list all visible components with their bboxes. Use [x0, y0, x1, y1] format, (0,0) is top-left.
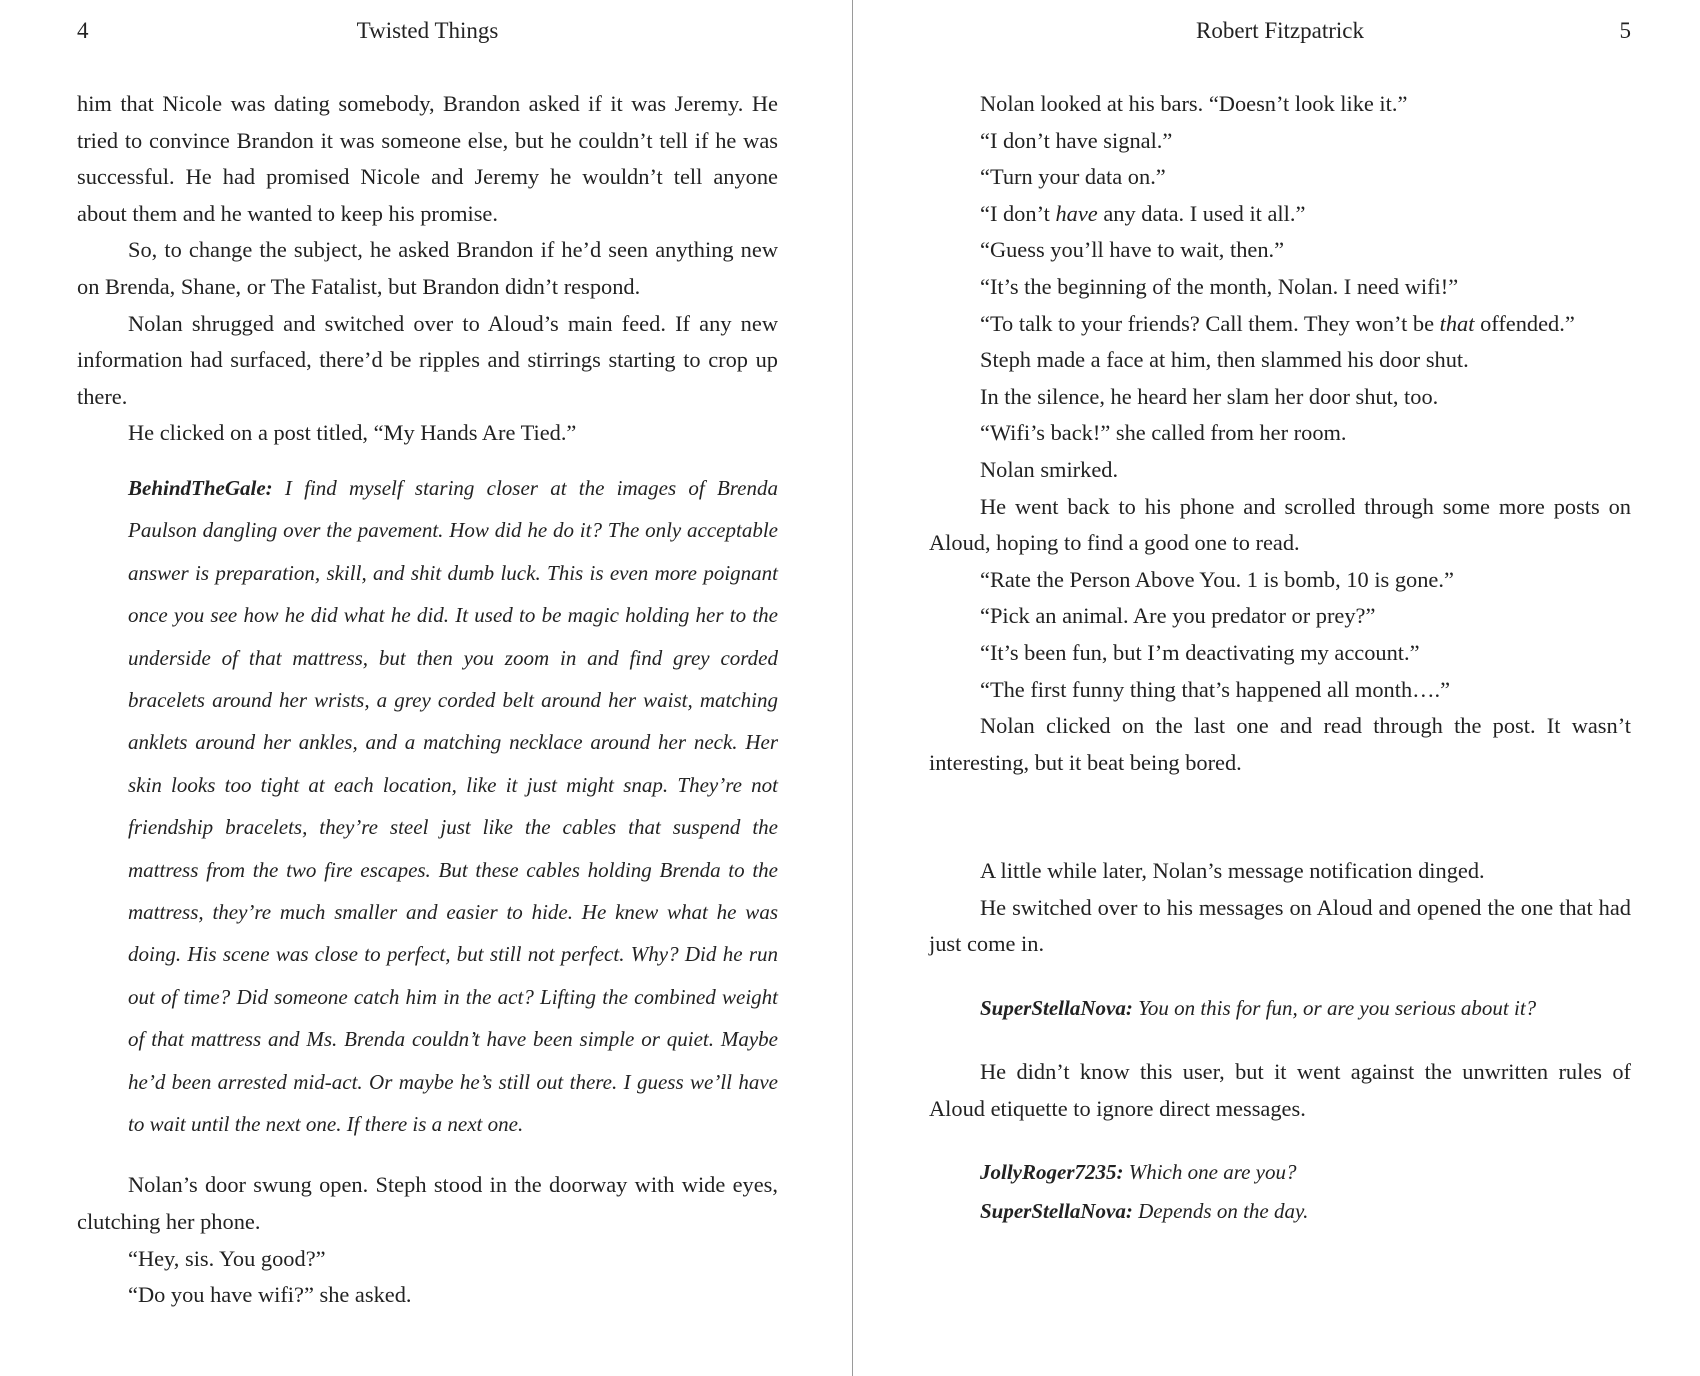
- paragraph: “Turn your data on.”: [980, 164, 1166, 190]
- post-author: BehindTheGale:: [128, 475, 273, 500]
- forum-post: [128, 467, 778, 1146]
- paragraph: him that Nicole was dating somebody, Brandon asked if it was Jeremy. He tried to convince Brandon it was someone else, but he couldn’t tell if he was successful. He had promised Nicole and Jeremy he wouldn’t tell anyone about them and he wanted to keep his promise.: [77, 91, 778, 226]
- message-user: SuperStellaNova:: [980, 996, 1133, 1021]
- paragraph: “Wifi’s back!” she called from her room.: [980, 420, 1347, 446]
- paragraph: “I don’t have signal.”: [980, 127, 1173, 153]
- section-break: [929, 781, 1631, 853]
- post-text: I find myself staring closer at the images of Brenda Paulson dangling over the pavement. How did he do it? The only acceptable answer is preparation, skill, and shit dumb luck. This is even more poignant once you see how he did what he did. It used to be magic holding her to the underside of that mattress, but then you zoom in and find grey corded bracelets around her wrists, a grey corded belt around her waist, matching anklets around her ankles, and a matching necklace around her neck. Her skin looks too tight at each location, like it just might snap. They’re not friendship bracelets, they’re steel just like the cables that suspend the mattress from the two fire escapes. But these cables holding Brenda to the mattress, they’re much smaller and easier to hide. He knew what he was doing. His scene was close to perfect, but still not perfect. Why? Did he run out of time? Did someone catch him in the act? Lifting the combined weight of that mattress and Ms. Brenda couldn’t have been simple or quiet. Maybe he’d been arrested mid-act. Or maybe he’s still out there. I guess we’ll have to wait until the next one. If there is a next one.: [128, 475, 778, 1137]
- paragraph: Nolan’s door swung open. Steph stood in the doorway with wide eyes, clutching her phone.: [77, 1172, 778, 1235]
- message-text: Which one are you?: [1128, 1160, 1297, 1185]
- paragraph: “The first funny thing that’s happened all month….”: [980, 676, 1451, 702]
- running-title: Robert Fitzpatrick: [1196, 18, 1364, 43]
- message-text: You on this for fun, or are you serious about it?: [1138, 996, 1537, 1021]
- right-page: [929, 0, 1631, 1376]
- page-gutter-divider: [852, 0, 853, 1376]
- message-line: [980, 1153, 1631, 1192]
- paragraph: Nolan smirked.: [980, 456, 1119, 482]
- paragraph: Nolan shrugged and switched over to Aloud’s main feed. If any new information had surfaced, there’d be ripples and stirrings starting to crop up there.: [77, 310, 778, 409]
- paragraph: A little while later, Nolan’s message notification dinged.: [980, 858, 1485, 884]
- paragraph: Nolan clicked on the last one and read through the post. It wasn’t interesting, but it beat being bored.: [929, 713, 1631, 775]
- paragraph: He switched over to his messages on Aloud and opened the one that had just come in.: [929, 894, 1631, 957]
- paragraph: “Pick an animal. Are you predator or prey?”: [980, 603, 1376, 629]
- emphasis: that: [1439, 310, 1475, 336]
- message-text: Depends on the day.: [1138, 1199, 1309, 1224]
- paragraph: “It’s been fun, but I’m deactivating my account.”: [980, 639, 1420, 665]
- paragraph: He went back to his phone and scrolled through some more posts on Aloud, hoping to find a good one to read.: [929, 493, 1631, 556]
- paragraph: Steph made a face at him, then slammed his door shut.: [980, 347, 1469, 373]
- paragraph: “It’s the beginning of the month, Nolan. I need wifi!”: [980, 273, 1459, 299]
- paragraph: “Hey, sis. You good?”: [128, 1245, 326, 1271]
- message-user: JollyRoger7235:: [980, 1160, 1124, 1185]
- message-line: [980, 1192, 1631, 1231]
- left-page-header: [77, 18, 778, 52]
- right-page-body: [929, 86, 1631, 1231]
- spacer: [929, 963, 1631, 989]
- paragraph: “Do you have wifi?” she asked.: [128, 1282, 412, 1308]
- paragraph: “Rate the Person Above You. 1 is bomb, 10 is gone.”: [980, 566, 1454, 592]
- paragraph: [929, 196, 1631, 233]
- page-number: 4: [77, 18, 89, 43]
- text-run: “To talk to your friends? Call them. They won’t be: [980, 310, 1440, 336]
- text-run: offended.”: [1474, 310, 1575, 336]
- left-page: [77, 0, 778, 1376]
- spacer: [929, 1127, 1631, 1153]
- paragraph: He clicked on a post titled, “My Hands Are Tied.”: [128, 420, 577, 446]
- text-run: any data. I used it all.”: [1097, 200, 1306, 226]
- page-number: 5: [1619, 18, 1631, 43]
- emphasis: have: [1055, 200, 1098, 226]
- left-page-body: [77, 86, 778, 1314]
- paragraph: In the silence, he heard her slam her door shut, too.: [980, 383, 1439, 409]
- text-run: “I don’t: [980, 200, 1056, 226]
- paragraph: “Guess you’ll have to wait, then.”: [980, 237, 1285, 263]
- paragraph: [929, 306, 1631, 343]
- running-title: Twisted Things: [356, 18, 499, 43]
- message-user: SuperStellaNova:: [980, 1199, 1133, 1224]
- paragraph: Nolan looked at his bars. “Doesn’t look like it.”: [980, 91, 1408, 116]
- message-line: [980, 989, 1631, 1028]
- paragraph: He didn’t know this user, but it went against the unwritten rules of Aloud etiquette to ignore direct messages.: [929, 1059, 1631, 1121]
- spacer: [929, 1028, 1631, 1054]
- paragraph: So, to change the subject, he asked Brandon if he’d seen anything new on Brenda, Shane, or The Fatalist, but Brandon didn’t respond.: [77, 237, 778, 299]
- right-page-header: [929, 18, 1631, 52]
